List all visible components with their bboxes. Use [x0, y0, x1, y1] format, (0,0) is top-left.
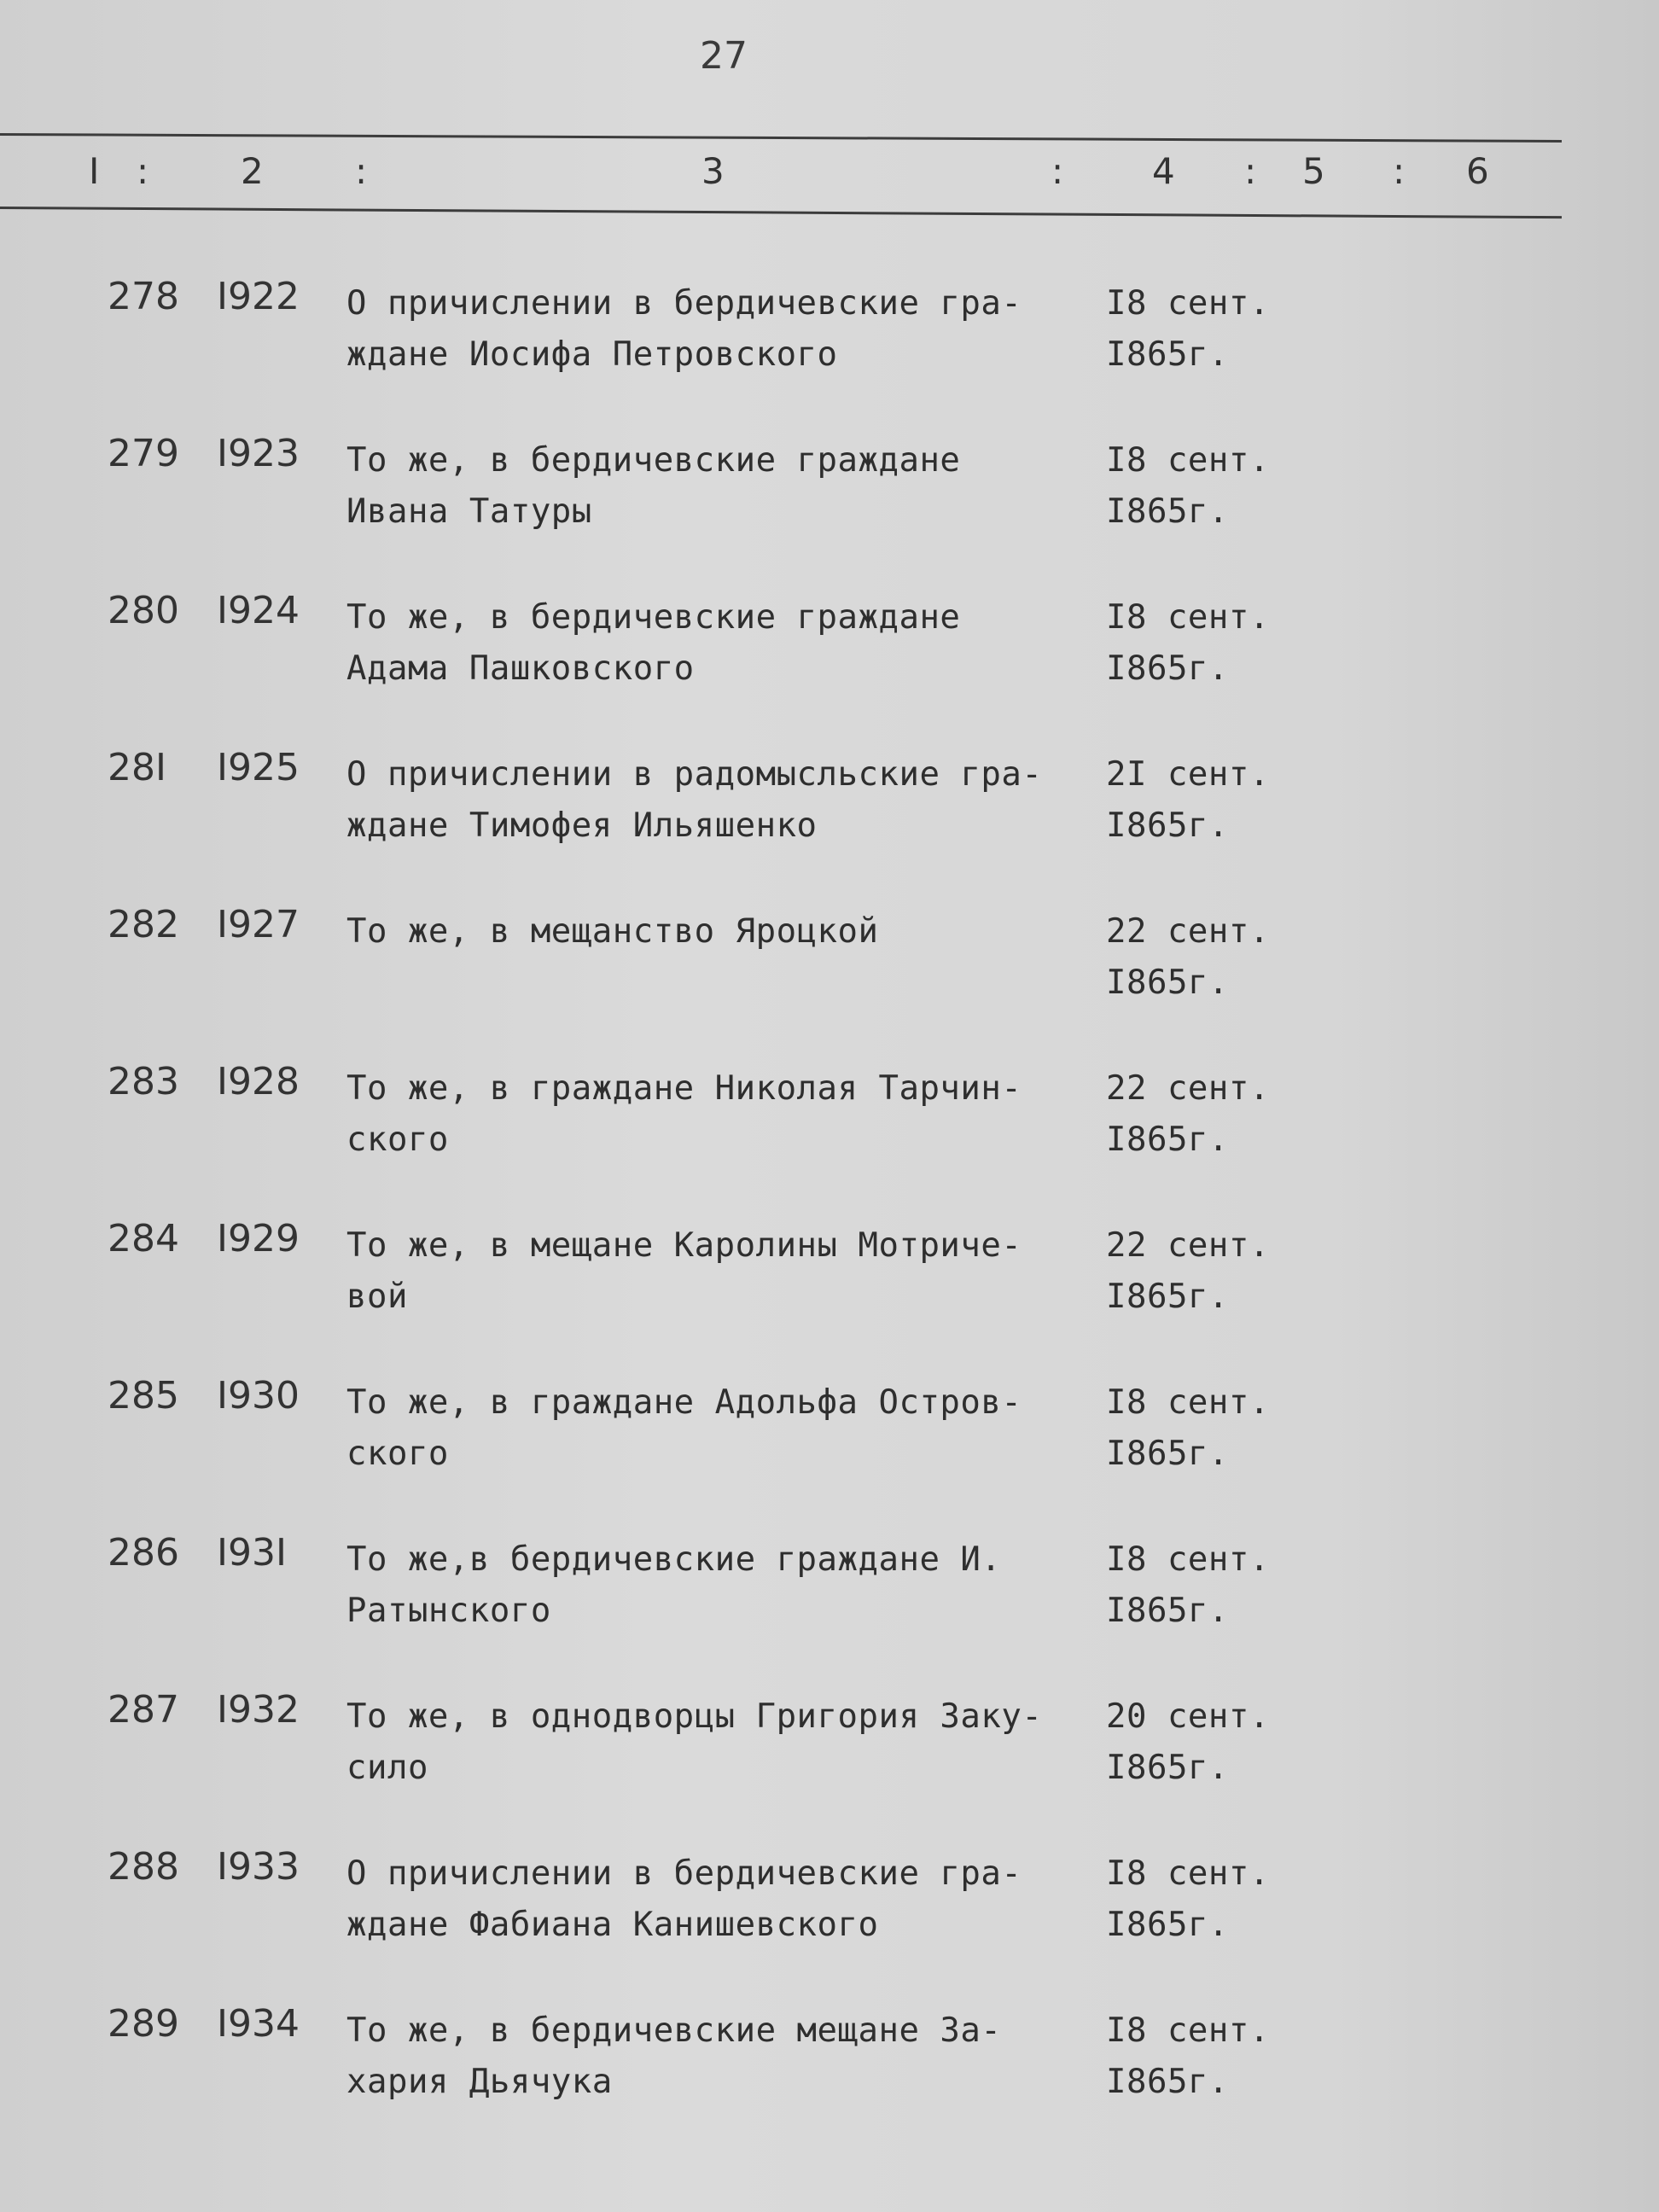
- entry-title-line: О причислении в бердичевские гра-: [346, 1854, 1022, 1893]
- header-separator: :: [137, 150, 149, 192]
- entry-date: [1106, 592, 1328, 695]
- entry-date-year: I865г.: [1106, 649, 1229, 688]
- table-row: [0, 1531, 1659, 1659]
- entry-title-line: ждане Иосифа Петровского: [346, 335, 838, 374]
- entry-number: 283: [108, 1060, 179, 1103]
- entry-title: [346, 2005, 1089, 2108]
- entry-number: 279: [108, 432, 179, 475]
- entry-title: [346, 1220, 1089, 1323]
- entry-title-line: То же, в граждане Николая Тарчин-: [346, 1069, 1022, 1108]
- header-separator: :: [1244, 150, 1257, 192]
- table-row: [0, 432, 1659, 560]
- entry-title: [346, 1534, 1089, 1637]
- file-number: I924: [217, 589, 300, 632]
- entry-title-line: То же, в бердичевские мещане За-: [346, 2011, 1002, 2050]
- header-col-4: 4: [1152, 150, 1175, 192]
- entry-title-line: вой: [346, 1278, 408, 1316]
- header-separator: :: [1051, 150, 1064, 192]
- header-bottom-rule: [0, 207, 1562, 218]
- entry-date-day: 22 сент.: [1106, 1069, 1270, 1108]
- entry-date: [1106, 435, 1328, 538]
- entry-date-year: I865г.: [1106, 1435, 1229, 1473]
- file-number: I93I: [217, 1531, 287, 1575]
- entry-title-line: ского: [346, 1435, 449, 1473]
- file-number: I925: [217, 746, 300, 789]
- entry-date-day: I8 сент.: [1106, 2011, 1270, 2050]
- entry-date-year: I865г.: [1106, 963, 1229, 1002]
- entry-title-line: Ратынского: [346, 1592, 551, 1630]
- entry-date-day: I8 сент.: [1106, 441, 1270, 480]
- entry-number: 28I: [108, 746, 166, 789]
- entry-title-line: То же, в бердичевские граждане: [346, 598, 961, 637]
- header-col-1: I: [89, 150, 100, 192]
- entry-title: [346, 435, 1089, 538]
- entry-title-line: ждане Тимофея Ильяшенко: [346, 806, 818, 845]
- entry-date: [1106, 1534, 1328, 1637]
- entry-date-year: I865г.: [1106, 806, 1229, 845]
- file-number: I930: [217, 1374, 300, 1417]
- file-number: I929: [217, 1217, 300, 1260]
- entry-date: [1106, 2005, 1328, 2108]
- entry-date-year: I865г.: [1106, 335, 1229, 374]
- entry-title: [346, 592, 1089, 695]
- entry-title: [346, 1691, 1089, 1794]
- header-col-5: 5: [1302, 150, 1325, 192]
- entry-title-line: То же, в граждане Адольфа Остров-: [346, 1383, 1022, 1422]
- entry-number: 280: [108, 589, 179, 632]
- entry-date: [1106, 1220, 1328, 1323]
- entry-date: [1106, 1848, 1328, 1951]
- entry-date-day: I8 сент.: [1106, 1540, 1270, 1579]
- entry-title: [346, 1848, 1089, 1951]
- entry-title-line: ждане Фабиана Канишевского: [346, 1906, 879, 1944]
- entry-date-day: 2I сент.: [1106, 755, 1270, 794]
- entry-date-year: I865г.: [1106, 1278, 1229, 1316]
- entry-number: 278: [108, 275, 179, 318]
- entry-date-day: 20 сент.: [1106, 1697, 1270, 1736]
- file-number: I933: [217, 1845, 300, 1889]
- file-number: I922: [217, 275, 300, 318]
- entry-date-day: 22 сент.: [1106, 1226, 1270, 1265]
- header-separator: :: [355, 150, 368, 192]
- entry-title-line: О причислении в бердичевские гра-: [346, 284, 1022, 323]
- entry-number: 285: [108, 1374, 179, 1417]
- entry-title: [346, 749, 1089, 852]
- entry-number: 288: [108, 1845, 179, 1889]
- table-row: [0, 1217, 1659, 1345]
- entry-date: [1106, 1377, 1328, 1480]
- entry-date-day: 22 сент.: [1106, 912, 1270, 951]
- entry-date-day: I8 сент.: [1106, 1854, 1270, 1893]
- entry-title-line: ского: [346, 1121, 449, 1159]
- table-row: [0, 746, 1659, 874]
- header-col-2: 2: [241, 150, 264, 192]
- table-row: [0, 1374, 1659, 1502]
- table-row: [0, 903, 1659, 1031]
- page-number: 27: [700, 34, 748, 78]
- entry-title-line: То же, в мещане Каролины Мотриче-: [346, 1226, 1022, 1265]
- file-number: I932: [217, 1688, 300, 1732]
- entry-number: 289: [108, 2002, 179, 2046]
- table-row: [0, 1688, 1659, 1816]
- header-separator: :: [1393, 150, 1406, 192]
- entry-title-line: сило: [346, 1749, 428, 1787]
- entry-title-line: О причислении в радомысльские гра-: [346, 755, 1043, 794]
- entry-date-day: I8 сент.: [1106, 598, 1270, 637]
- file-number: I928: [217, 1060, 300, 1103]
- entry-number: 282: [108, 903, 179, 946]
- entry-date-day: I8 сент.: [1106, 284, 1270, 323]
- entry-date-year: I865г.: [1106, 1592, 1229, 1630]
- entry-title-line: То же, в бердичевские граждане: [346, 441, 961, 480]
- entry-date-year: I865г.: [1106, 1906, 1229, 1944]
- table-row: [0, 275, 1659, 403]
- table-row: [0, 1845, 1659, 1973]
- entry-title-line: Адама Пашковского: [346, 649, 695, 688]
- entry-date-year: I865г.: [1106, 2063, 1229, 2101]
- entry-title-line: То же, в мещанство Яроцкой: [346, 912, 879, 951]
- entry-date-year: I865г.: [1106, 1749, 1229, 1787]
- entry-number: 284: [108, 1217, 179, 1260]
- entry-date: [1106, 1691, 1328, 1794]
- file-number: I927: [217, 903, 300, 946]
- entry-date: [1106, 906, 1328, 1009]
- entry-title: [346, 1377, 1089, 1480]
- file-number: I923: [217, 432, 300, 475]
- table-row: [0, 589, 1659, 717]
- entry-date: [1106, 749, 1328, 852]
- entry-title-line: хария Дьячука: [346, 2063, 613, 2101]
- header-top-rule: [0, 133, 1562, 143]
- entry-title-line: Ивана Татуры: [346, 492, 592, 531]
- entry-title: [346, 906, 1089, 958]
- entry-number: 287: [108, 1688, 179, 1732]
- entry-title: [346, 278, 1089, 381]
- table-row: [0, 2002, 1659, 2130]
- file-number: I934: [217, 2002, 300, 2046]
- entry-date: [1106, 278, 1328, 381]
- entry-date: [1106, 1063, 1328, 1166]
- entry-number: 286: [108, 1531, 179, 1575]
- header-col-6: 6: [1466, 150, 1489, 192]
- entry-title-line: То же, в однодворцы Григория Заку-: [346, 1697, 1043, 1736]
- entry-date-day: I8 сент.: [1106, 1383, 1270, 1422]
- entry-title: [346, 1063, 1089, 1166]
- entry-date-year: I865г.: [1106, 1121, 1229, 1159]
- table-row: [0, 1060, 1659, 1188]
- entry-date-year: I865г.: [1106, 492, 1229, 531]
- header-col-3: 3: [701, 150, 725, 192]
- entry-title-line: То же,в бердичевские граждане И.: [346, 1540, 1002, 1579]
